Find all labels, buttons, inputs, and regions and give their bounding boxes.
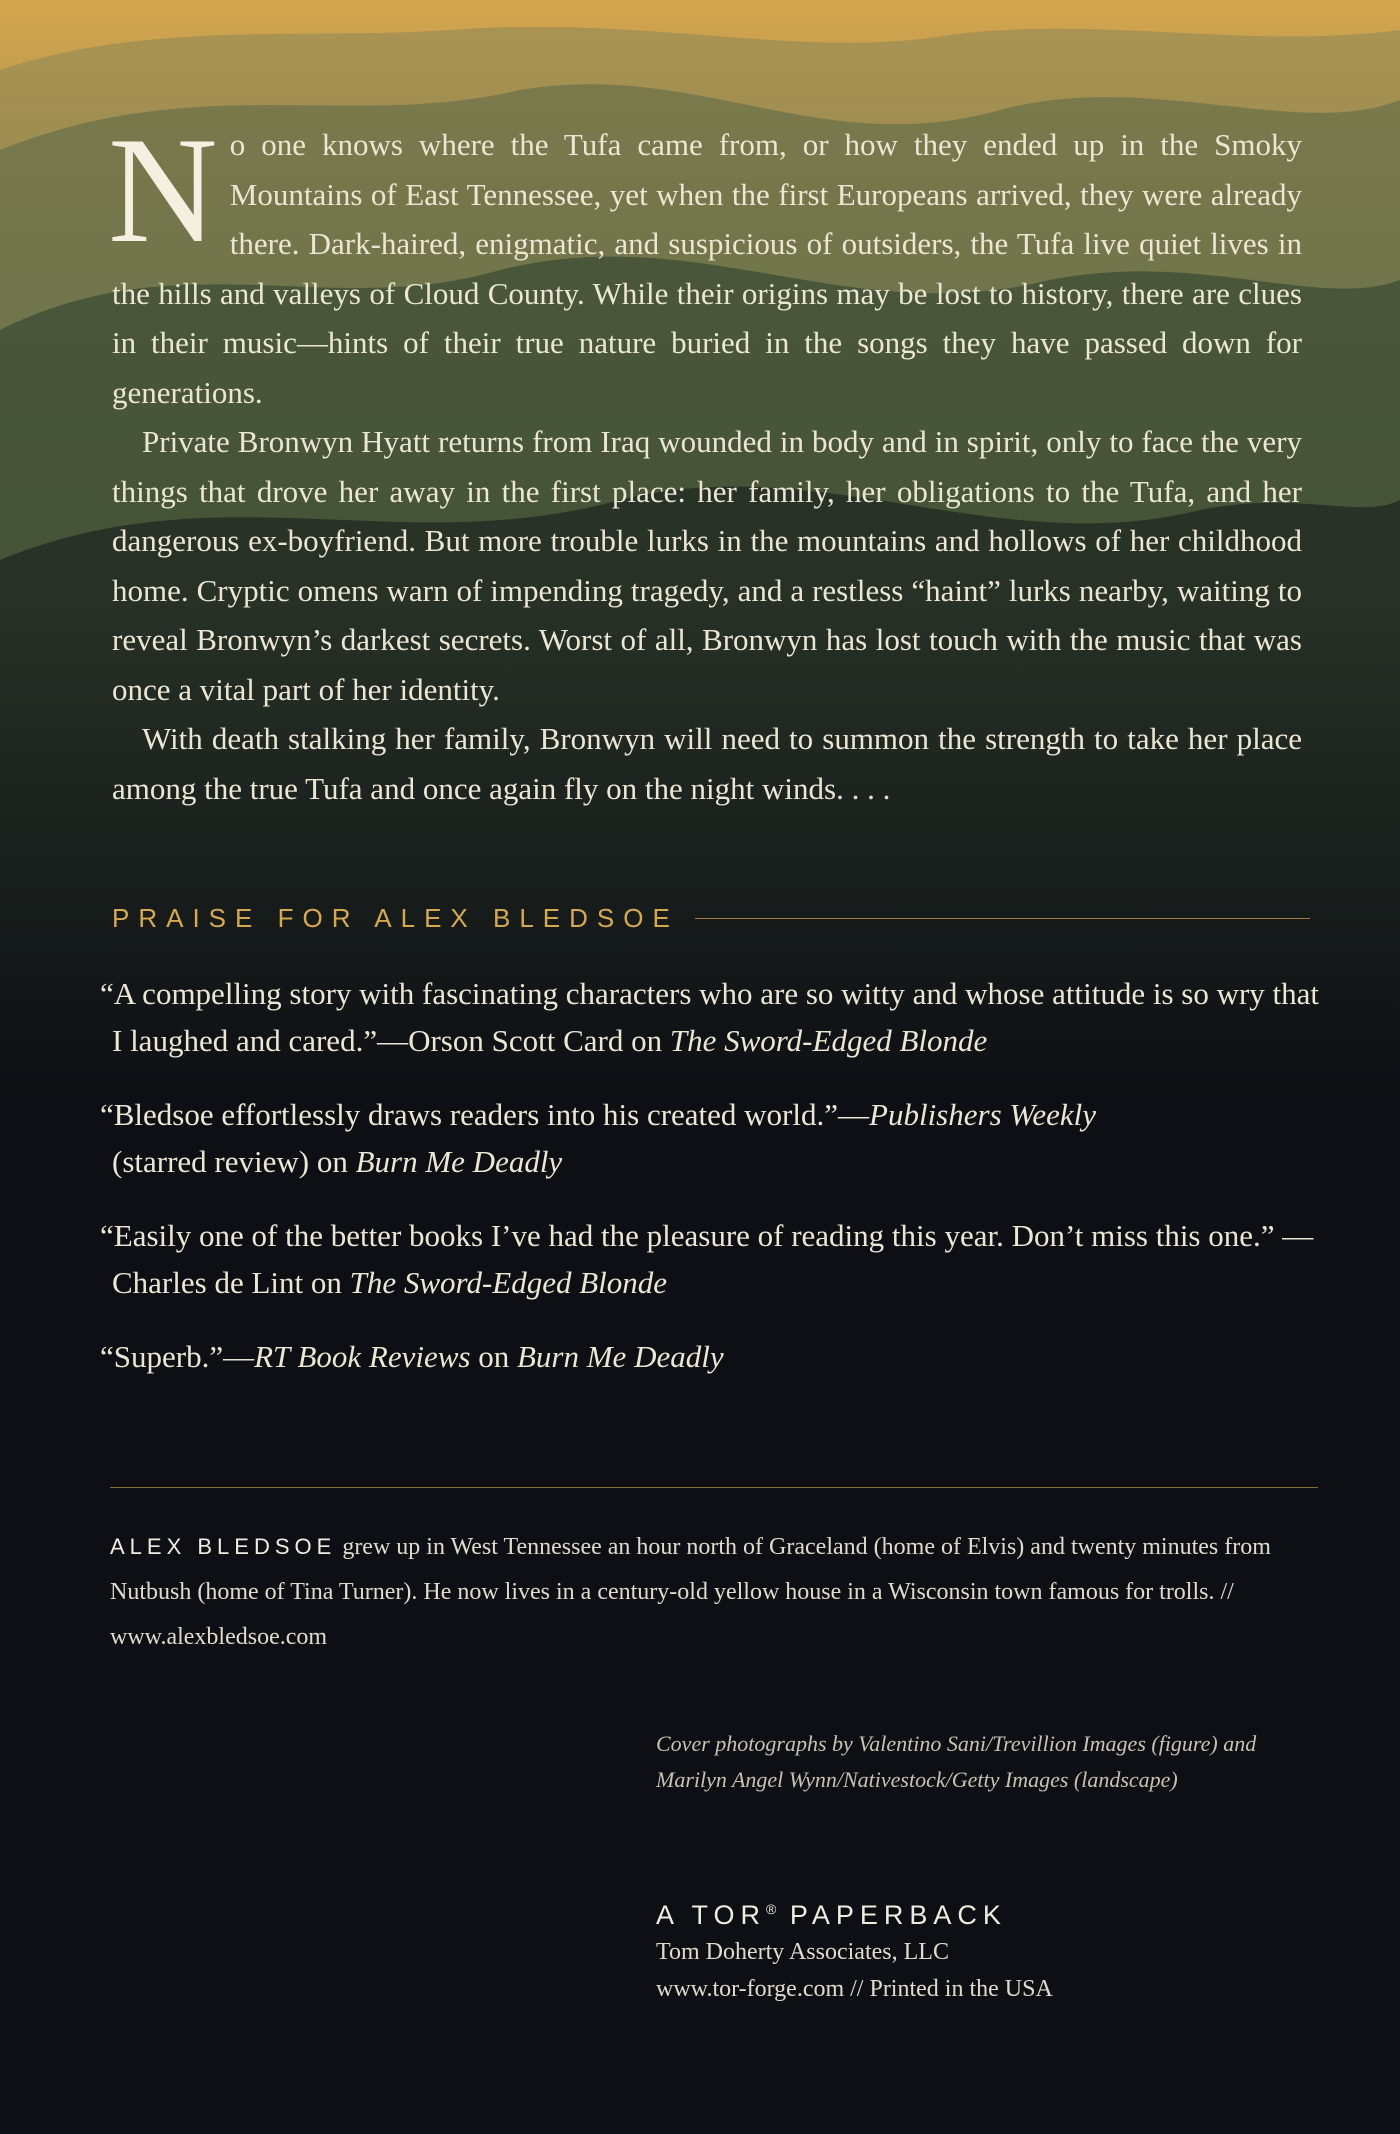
quote-attribution: (starred review) on: [112, 1144, 356, 1179]
praise-quotes: [100, 970, 1320, 1380]
praise-heading-rule: [695, 918, 1310, 919]
imprint-title-text: A TOR: [656, 1900, 767, 1930]
section-divider: [110, 1487, 1318, 1488]
quote-attribution: on: [470, 1339, 517, 1374]
author-bio-text: grew up in West Tennessee an hour north of Graceland (home of Elvis) and twenty minutes from Nutbush (home of Tina Turner). He now lives in a century-old yellow house in a Wisconsin town famous for trolls. // www.alexbledsoe.com: [110, 1534, 1271, 1650]
praise-section-header: [112, 900, 1310, 936]
praise-quote: [100, 1212, 1320, 1306]
cover-photo-credits: Cover photographs by Valentino Sani/Trevillion Images (figure) and Marilyn Angel Wynn/Nativestock/Getty Images (landscape): [656, 1731, 1257, 1792]
imprint-title: [656, 1900, 1007, 1931]
quote-text: “Superb.”—: [100, 1339, 255, 1374]
praise-quote: [100, 1091, 1320, 1185]
quote-book-title: Burn Me Deadly: [516, 1339, 724, 1374]
quote-source: RT Book Reviews: [254, 1339, 471, 1374]
author-bio: [110, 1524, 1320, 1660]
praise-heading: PRAISE FOR ALEX BLEDSOE: [112, 902, 679, 933]
blurb-paragraph-1: [108, 106, 1302, 417]
imprint-title-text-2: PAPERBACK: [776, 1900, 1007, 1930]
praise-quote: [100, 970, 1320, 1064]
quote-source: Publishers Weekly: [869, 1097, 1097, 1132]
quote-text: “Bledsoe effortlessly draws readers into his created world.”—: [100, 1097, 870, 1132]
blurb-paragraph-3: With death stalking her family, Bronwyn will need to summon the strength to take her place among the true Tufa and once again fly on the night winds. . . .: [112, 721, 1302, 806]
praise-quote: [100, 1333, 1320, 1380]
drop-cap: N: [108, 106, 218, 274]
quote-text: “A compelling story with fascinating characters who are so witty and whose attitude is so wry that I laughed and cared.”—Orson Scott Card on: [100, 976, 1320, 1058]
quote-text: “Easily one of the better books I’ve had the pleasure of reading this year. Don’t miss this one.” —Charles de Lint on: [100, 1218, 1314, 1300]
quote-book-title: The Sword-Edged Blonde: [669, 1023, 988, 1058]
blurb-text: [108, 106, 1302, 813]
registered-mark: ®: [766, 1901, 777, 1917]
quote-book-title: Burn Me Deadly: [355, 1144, 563, 1179]
publisher-website: www.tor-forge.com // Printed in the USA: [656, 1976, 1053, 2002]
blurb-paragraph-1-text: o one knows where the Tufa came from, or how they ended up in the Smoky Mountains of East Tennessee, yet when the first Europeans arrived, they were already there. Dark-haired, enigmatic, and suspicious of outsiders, the Tufa live quiet lives in the hills and valleys of Cloud County. While their origins may be lost to history, there are clues in their music—hints of their true nature buried in the songs they have passed down for generations.: [112, 127, 1302, 410]
author-name: ALEX BLEDSOE: [110, 1534, 337, 1559]
imprint-details: [656, 1934, 1053, 2008]
blurb-paragraph-2: Private Bronwyn Hyatt returns from Iraq wounded in body and in spirit, only to face the very things that drove her away in the first place: her family, her obligations to the Tufa, and her dangerous ex-boyfriend. But more trouble lurks in the mountains and hollows of her childhood home. Cryptic omens warn of impending tragedy, and a restless “haint” lurks nearby, waiting to reveal Bronwyn’s darkest secrets. Worst of all, Bronwyn has lost touch with the music that was once a vital part of her identity.: [112, 424, 1302, 707]
publisher-name: Tom Doherty Associates, LLC: [656, 1939, 949, 1965]
quote-book-title: The Sword-Edged Blonde: [349, 1265, 668, 1300]
